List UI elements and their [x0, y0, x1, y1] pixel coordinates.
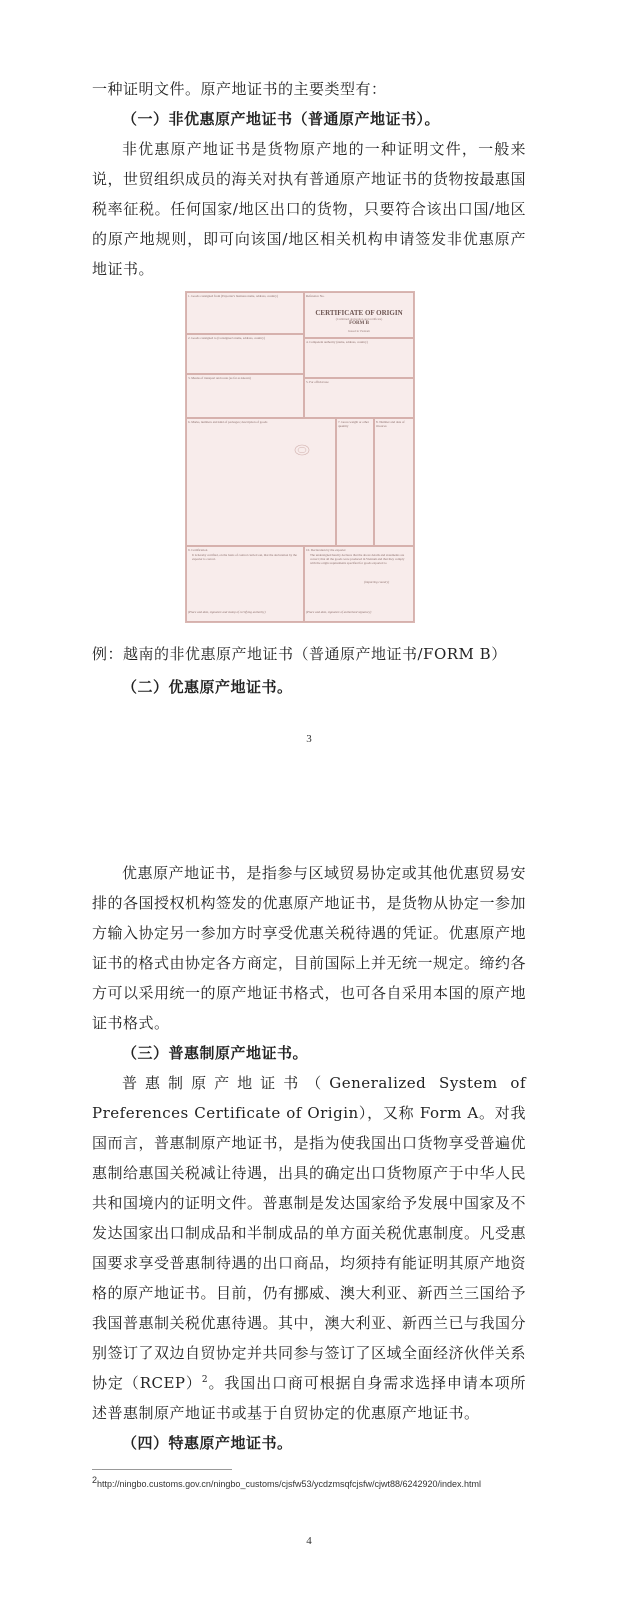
cert-box-10-label: 10. Declaration by the exporter — [306, 548, 346, 552]
cert-box-10-text: The undersigned hereby declares that the above details and statements are correct; that all the goods were produced in Vietnam and that they comply with the origin requirements specified for goods exported to — [310, 553, 405, 565]
cert-box-6-label: 6. Marks, numbers and kind of packages; description of goods — [188, 420, 268, 424]
certificate-caption: 例：越南的非优惠原产地证书（普通原产地证书/FORM B） — [92, 645, 507, 663]
cert-box-4-label: 4. Competent authority (name, address, country) — [306, 340, 368, 344]
cert-reference-label: Reference No. — [306, 294, 325, 298]
cert-box-9-label: 9. Certification — [188, 548, 208, 552]
cert-sign-right: (Place and date, signature of authorized signatory) — [306, 610, 372, 614]
cert-title: CERTIFICATE OF ORIGIN — [315, 309, 403, 317]
paragraph-gsp-part-b: 。我国出口商可根据自身需求选择申请本项所述普惠制原产地证书或基于自贸协定的优惠原产地证书。 — [92, 1374, 526, 1422]
cert-box-6 — [186, 418, 336, 546]
page-number-4: 4 — [306, 1535, 312, 1547]
cert-box-9-text: It is hereby certified, on the basis of control carried out, that the declaration by the exporter is correct. — [192, 553, 297, 561]
footnote-reference[interactable]: 2 — [201, 1375, 209, 1385]
footnote-divider — [92, 1469, 232, 1470]
cert-box-5-label: 5. For official use — [306, 380, 329, 384]
heading-gsp: （三）普惠制原产地证书。 — [122, 1044, 309, 1062]
cert-box-7 — [336, 418, 374, 546]
paragraph-gsp-part-a: 普惠制原产地证书（Generalized System of Preferences Certificate of Origin），又称 Form A。对我国而言，普惠制原产地证书，是指为使我国出口货物享受普遍优惠制给惠国关税减让待遇，出具的确定出口货物原产于中华人民共和国境内的证明文件。普惠制是发达国家给予发展中国家及不发达国家出口制成品和半制成品的单方面关税优惠制度。凡受惠国要求享受普惠制待遇的出口商品，均须持有能证明其原产地资格的原产地证书。目前，仍有挪威、澳大利亚、新西兰三国给予我国普惠制关税优惠待遇。其中，澳大利亚、新西兰已与我国分别签订了双边自贸协定并共同参与签订了区域全面经济伙伴关系协定（RCEP） — [92, 1074, 527, 1392]
cert-watermark-seal-icon — [294, 444, 310, 456]
cert-box-2 — [186, 334, 304, 374]
footnote-mark: 2 — [92, 1475, 98, 1485]
cert-box-3 — [186, 374, 304, 418]
cert-box-5 — [304, 378, 414, 418]
cert-box-3-label: 3. Means of transport and route (as far as known) — [188, 376, 251, 380]
paragraph-non-preferential: 非优惠原产地证书是货物原产地的一种证明文件，一般来说，世贸组织成员的海关对执有普通原产地证书的货物按最惠国税率征税。任何国家/地区出口的货物，只要符合该出口国/地区的原产地规则，即可向该国/地区相关机构申请签发非优惠原产地证书。 — [92, 140, 527, 278]
heading-preferential: （二）优惠原产地证书。 — [122, 678, 293, 696]
cert-subtitle: (Combined declaration and certificate) — [335, 317, 383, 321]
cert-box-1 — [186, 292, 304, 334]
cert-box-2-label: 2. Goods consigned to (Consignee's name, address, country) — [188, 336, 265, 340]
cert-sign-left: (Place and date, signature and stamp of certifying authority) — [188, 610, 266, 614]
cert-importing-country: (importing country) — [364, 580, 390, 584]
certificate-of-origin-image — [185, 291, 415, 623]
cert-box-8 — [374, 418, 414, 546]
heading-non-preferential: （一）非优惠原产地证书（普通原产地证书）。 — [122, 110, 441, 128]
cert-issued-in: Issued in Vietnam — [348, 329, 370, 333]
cert-box-7-label: 7. Gross weight or other quantity — [338, 420, 369, 428]
cert-box-8-label: 8. Number and date of invoices — [376, 420, 405, 428]
cert-form-label: FORM B — [349, 321, 369, 326]
paragraph-preferential: 优惠原产地证书，是指参与区域贸易协定或其他优惠贸易安排的各国授权机构签发的优惠原产地证书，是货物从协定一参加方输入协定另一参加方时享受优惠关税待遇的凭证。优惠原产地证书的格式由协定各方商定，目前国际上并无统一规定。缔约各方可以采用统一的原产地证书格式，也可各自采用本国的原产地证书格式。 — [92, 864, 527, 1032]
cert-box-1-label: 1. Goods consigned from (Exporter's business name, address, country) — [188, 294, 278, 298]
footnote-url[interactable]: http://ningbo.customs.gov.cn/ningbo_customs/cjsfw53/ycdzmsqfcjsfw/cjwt88/6242920/index.html — [97, 1479, 482, 1489]
footnote — [92, 1475, 532, 1489]
paragraph-continuation: 一种证明文件。原产地证书的主要类型有： — [92, 80, 387, 98]
paragraph-gsp — [92, 1068, 526, 1428]
cert-box-4 — [304, 338, 414, 378]
page-number-3: 3 — [306, 733, 312, 745]
heading-special-preferential: （四）特惠原产地证书。 — [122, 1434, 293, 1452]
